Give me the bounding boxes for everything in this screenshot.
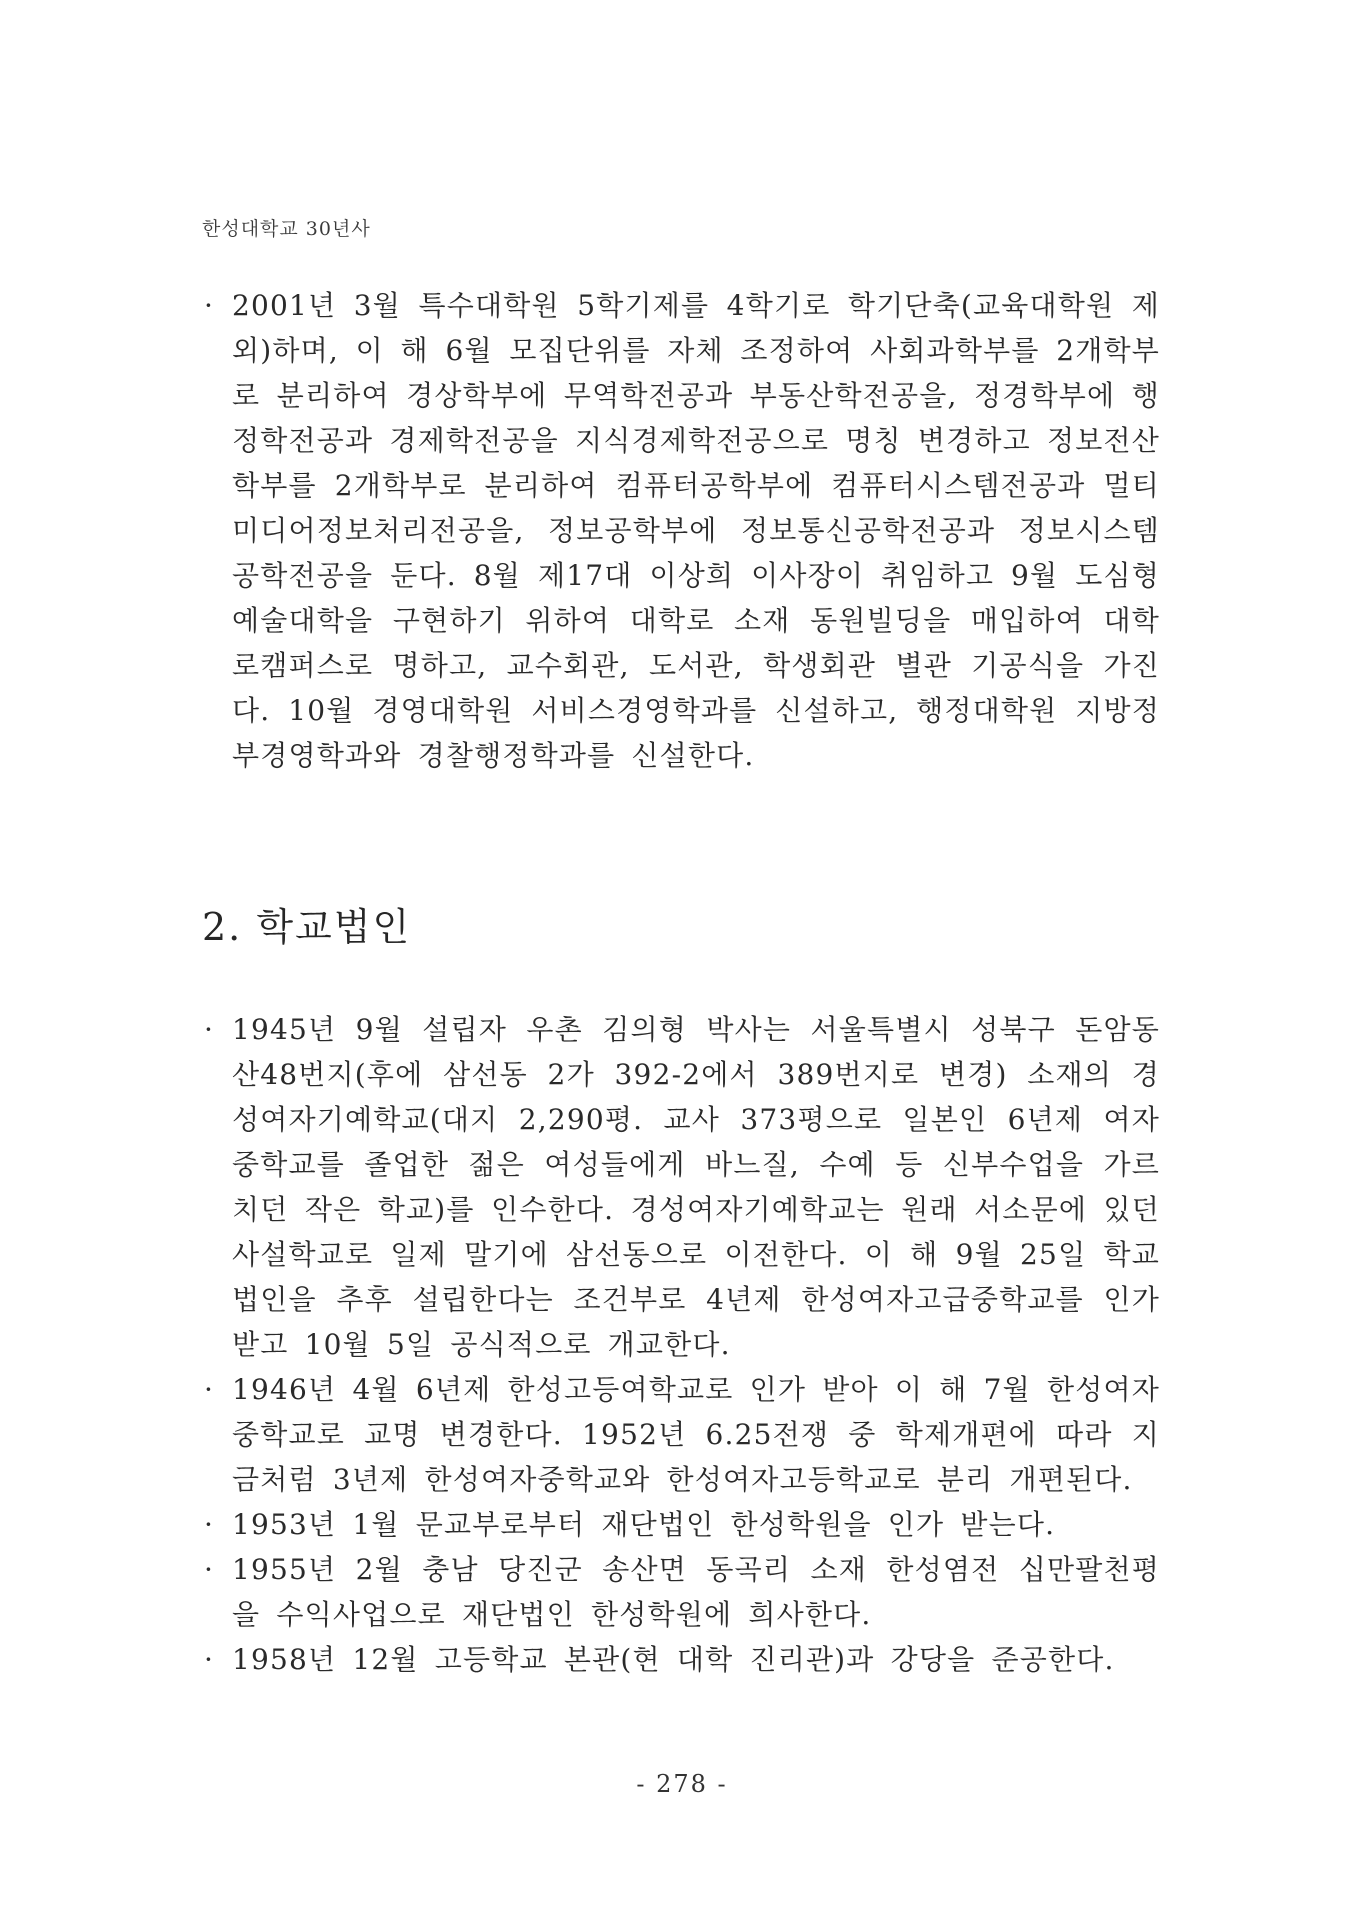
bullet-mark: · bbox=[204, 1373, 215, 1406]
timeline-item bbox=[200, 283, 1160, 778]
timeline-list-2001 bbox=[200, 283, 1160, 778]
bullet-mark: · bbox=[204, 1013, 215, 1046]
section-heading: 2. 학교법인 bbox=[202, 905, 412, 949]
timeline-item bbox=[200, 1637, 1160, 1682]
timeline-item bbox=[200, 1367, 1160, 1502]
timeline-item bbox=[200, 1502, 1160, 1547]
bullet-mark: · bbox=[204, 289, 215, 322]
timeline-item-text: 1945년 9월 설립자 우촌 김의형 박사는 서울특별시 성북구 돈암동 산48번지(후에 삼선동 2가 392-2에서 389번지로 변경) 소재의 경성여자기예학교(대지 2,290평. 교사 373평으로 일본인 6년제 여자중학교를 졸업한 젊은 여성들에게 바느질, 수예 등 신부수업을 가르치던 작은 학교)를 인수한다. 경성여자기예학교는 원래 서소문에 있던 사설학교로 일제 말기에 삼선동으로 이전한다. 이 해 9월 25일 학교법인을 추후 설립한다는 조건부로 4년제 한성여자고급중학교를 인가 받고 10월 5일 공식적으로 개교한다. bbox=[232, 1013, 1160, 1361]
timeline-item-text: 1953년 1월 문교부로부터 재단법인 한성학원을 인가 받는다. bbox=[232, 1508, 1056, 1541]
page-number: - 278 - bbox=[636, 1770, 728, 1798]
running-header: 한성대학교 30년사 bbox=[202, 218, 371, 240]
timeline-list-school-corporation bbox=[200, 1007, 1160, 1682]
bullet-mark: · bbox=[204, 1553, 215, 1586]
bullet-mark: · bbox=[204, 1508, 215, 1541]
timeline-item-text: 1955년 2월 충남 당진군 송산면 동곡리 소재 한성염전 십만팔천평을 수익사업으로 재단법인 한성학원에 희사한다. bbox=[232, 1553, 1160, 1631]
timeline-item bbox=[200, 1547, 1160, 1637]
timeline-item-text: 1958년 12월 고등학교 본관(현 대학 진리관)과 강당을 준공한다. bbox=[232, 1643, 1115, 1676]
timeline-item-text: 1946년 4월 6년제 한성고등여학교로 인가 받아 이 해 7월 한성여자중학교로 교명 변경한다. 1952년 6.25전쟁 중 학제개편에 따라 지금처럼 3년제 한성여자중학교와 한성여자고등학교로 분리 개편된다. bbox=[232, 1373, 1160, 1496]
timeline-item bbox=[200, 1007, 1160, 1367]
timeline-item-text: 2001년 3월 특수대학원 5학기제를 4학기로 학기단축(교육대학원 제외)하며, 이 해 6월 모집단위를 자체 조정하여 사회과학부를 2개학부로 분리하여 경상학부에 무역학전공과 부동산학전공을, 정경학부에 행정학전공과 경제학전공을 지식경제학전공으로 명칭 변경하고 정보전산학부를 2개학부로 분리하여 컴퓨터공학부에 컴퓨터시스템전공과 멀티미디어정보처리전공을, 정보공학부에 정보통신공학전공과 정보시스템공학전공을 둔다. 8월 제17대 이상희 이사장이 취임하고 9월 도심형 예술대학을 구현하기 위하여 대학로 소재 동원빌딩을 매입하여 대학로캠퍼스로 명하고, 교수회관, 도서관, 학생회관 별관 기공식을 가진다. 10월 경영대학원 서비스경영학과를 신설하고, 행정대학원 지방정부경영학과와 경찰행정학과를 신설한다. bbox=[232, 289, 1160, 772]
bullet-mark: · bbox=[204, 1643, 215, 1676]
